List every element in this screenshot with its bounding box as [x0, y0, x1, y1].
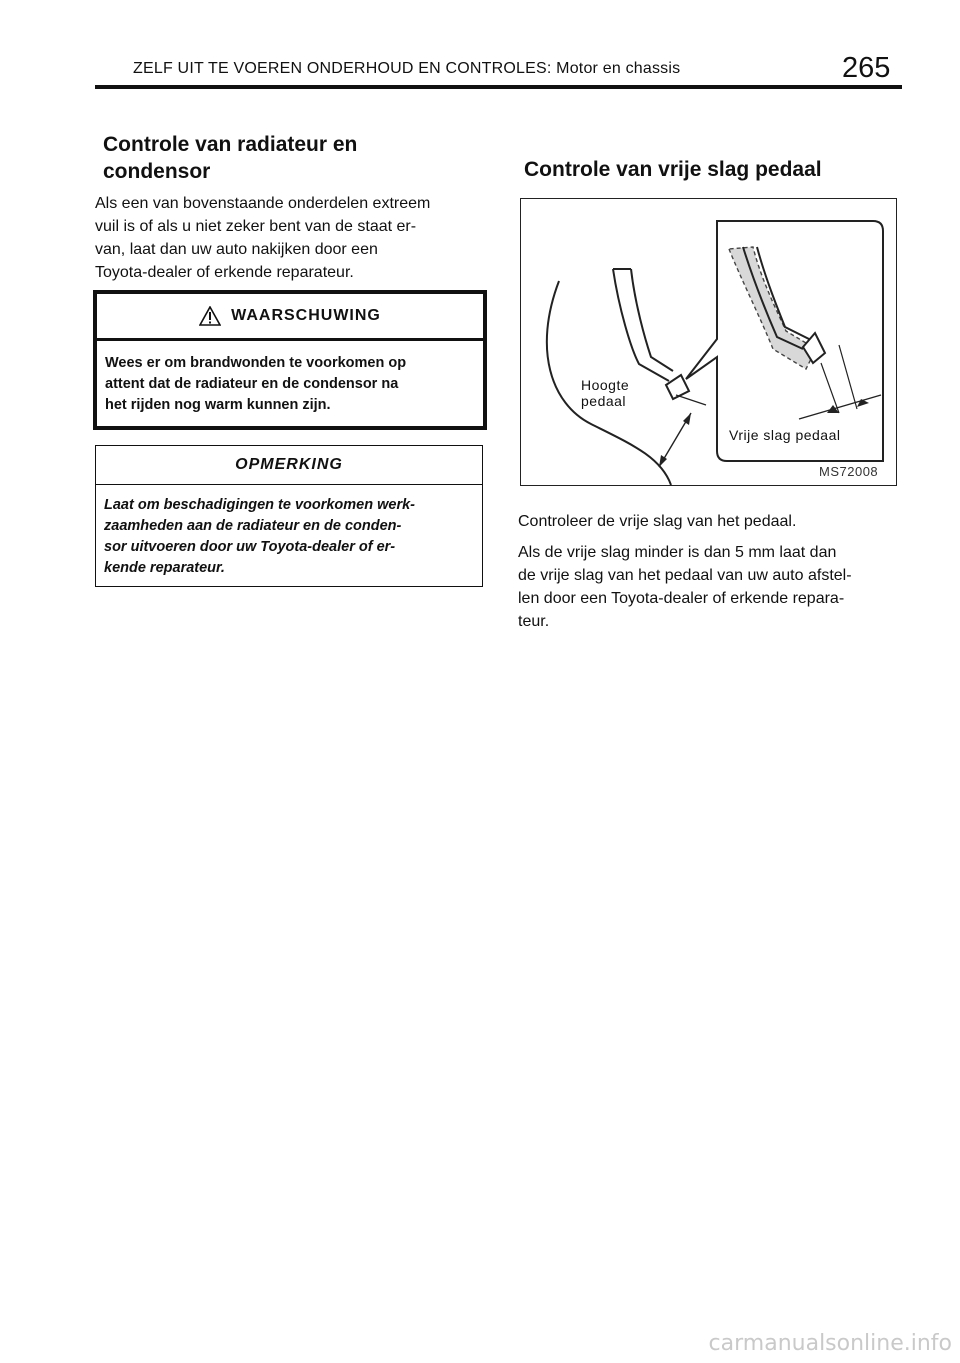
- paragraph-line: Toyota-dealer of erkende reparateur.: [95, 264, 354, 281]
- heading-line: condensor: [103, 160, 211, 183]
- warning-line: attent dat de radiateur en de condensor na: [105, 376, 399, 392]
- pedal-illustration: [520, 198, 897, 486]
- figure-label-line: pedaal: [581, 393, 627, 409]
- paragraph-line: vuil is of als u niet zeker bent van de staat er-: [95, 218, 417, 235]
- warning-header: [97, 294, 483, 341]
- note-box: [95, 445, 483, 587]
- running-header: ZELF UIT TE VOEREN ONDERHOUD EN CONTROLES: Motor en chassis: [133, 60, 681, 77]
- figure-label-line: Hoogte: [581, 377, 630, 393]
- warning-line: het rijden nog warm kunnen zijn.: [105, 397, 331, 413]
- page-number: 265: [842, 52, 891, 84]
- paragraph-line: Als een van bovenstaande onderdelen extreem: [95, 195, 431, 212]
- section-heading-pedal: Controle van vrije slag pedaal: [524, 158, 822, 181]
- figure-code: MS72008: [819, 464, 879, 479]
- section-heading-radiator: [103, 131, 357, 185]
- radiator-paragraph: [95, 192, 430, 284]
- paragraph-line: de vrije slag van het pedaal van uw auto afstel-: [518, 567, 852, 584]
- heading-line: Controle van radiateur en: [103, 133, 358, 156]
- warning-line: Wees er om brandwonden te voorkomen op: [105, 355, 407, 371]
- warning-title: WAARSCHUWING: [231, 307, 381, 324]
- paragraph-line: teur.: [518, 613, 550, 630]
- paragraph-line: Als de vrije slag minder is dan 5 mm laat dan: [518, 544, 837, 561]
- pedal-paragraph-1: Controleer de vrije slag van het pedaal.: [518, 513, 797, 530]
- paragraph-line: len door een Toyota-dealer of erkende repara-: [518, 590, 845, 607]
- warning-triangle-icon: [199, 306, 221, 326]
- figure-label-height: [581, 377, 629, 409]
- note-line: Laat om beschadigingen te voorkomen werk-: [104, 497, 416, 513]
- pedal-paragraph-2: [518, 541, 852, 633]
- warning-body: [97, 341, 483, 416]
- paragraph-line: van, laat dan uw auto nakijken door een: [95, 241, 378, 258]
- note-title: OPMERKING: [235, 456, 343, 473]
- note-line: sor uitvoeren door uw Toyota-dealer of er-: [104, 539, 396, 555]
- note-body: [96, 485, 482, 579]
- header-rule: [95, 85, 902, 89]
- note-line: kende reparateur.: [104, 560, 225, 576]
- note-line: zaamheden aan de radiateur en de conden-: [104, 518, 402, 534]
- watermark: carmanualsonline.info: [708, 1331, 952, 1356]
- note-header: [96, 446, 482, 485]
- warning-box: [93, 290, 487, 430]
- figure-label-free-play: Vrije slag pedaal: [729, 427, 841, 443]
